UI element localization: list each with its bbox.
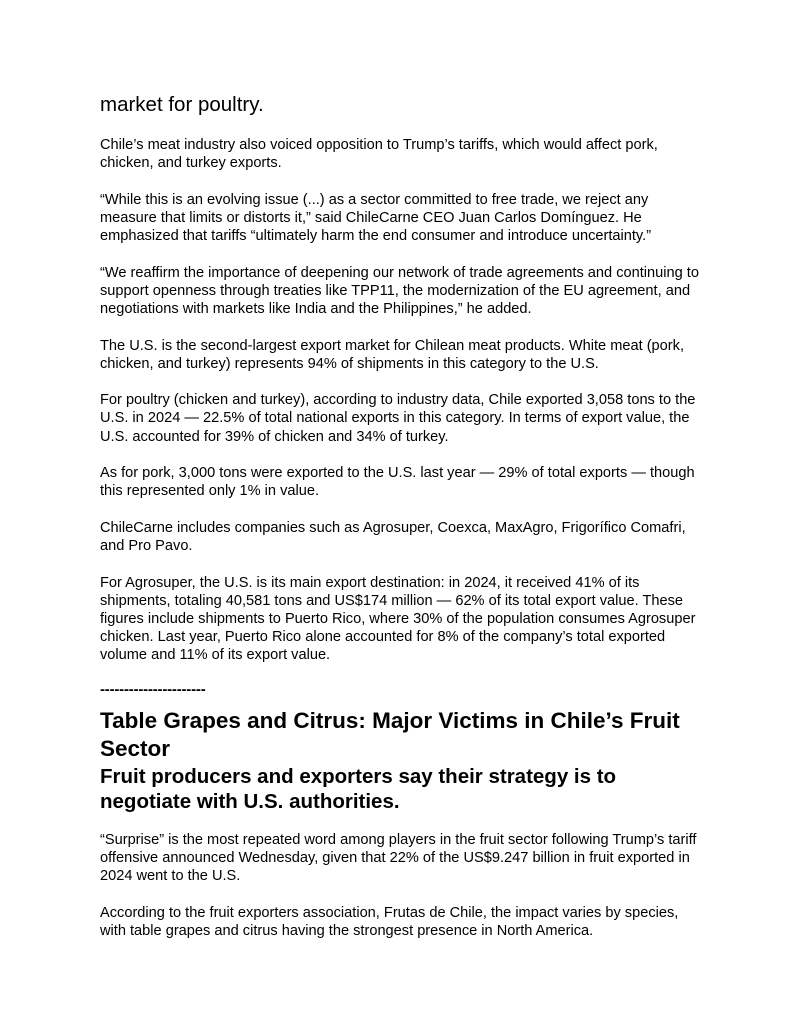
body-paragraph: ChileCarne includes companies such as Agrosuper, Coexca, MaxAgro, Frigorífico Comafri, and Pro Pavo. bbox=[100, 519, 686, 555]
section-separator: ---------------------- bbox=[100, 681, 206, 698]
lead-fragment: market for poultry. bbox=[100, 93, 264, 116]
fruit-sector-section bbox=[100, 831, 700, 940]
meat-industry-section bbox=[100, 136, 700, 665]
body-paragraph: The U.S. is the second-largest export market for Chilean meat products. White meat (pork, chicken, and turkey) represents 94% of shipments in this category to the U.S. bbox=[100, 337, 684, 372]
body-paragraph: “We reaffirm the importance of deepening our network of trade agreements and continuing to support openness through treaties like TPP11, the modernization of the EU agreement, and negotiations with markets like India and the Philippines,” he added. bbox=[100, 264, 699, 318]
body-paragraph: According to the fruit exporters association, Frutas de Chile, the impact varies by species, with table grapes and citrus having the strongest presence in North America. bbox=[100, 904, 679, 940]
body-paragraph: Chile’s meat industry also voiced opposition to Trump’s tariffs, which would affect pork, chicken, and turkey exports. bbox=[100, 137, 658, 172]
body-paragraph: For Agrosuper, the U.S. is its main export destination: in 2024, it received 41% of its shipments, totaling 40,581 tons and US$174 million — 62% of its total export value. These figures include shipments to Puerto Rico, where 30% of the population consumes Agrosuper chicken. Last year, Puerto Rico alone accounted for 8% of the company’s total exported volume and 11% of its export value. bbox=[100, 574, 696, 664]
body-paragraph: “While this is an evolving issue (...) as a sector committed to free trade, we reject any measure that limits or distorts it,” said ChileCarne CEO Juan Carlos Domínguez. He emphasized that tariffs “ultimately harm the end consumer and introduce uncertainty.” bbox=[100, 191, 652, 245]
body-paragraph: “Surprise” is the most repeated word among players in the fruit sector following Trump’s tariff offensive announced Wednesday, given that 22% of the US$9.247 billion in fruit exported in 2024 went to the U.S. bbox=[100, 832, 697, 885]
body-paragraph: For poultry (chicken and turkey), according to industry data, Chile exported 3,058 tons to the U.S. in 2024 — 22.5% of total national exports in this category. In terms of export value, the U.S. accounted for 39% of chicken and 34% of turkey. bbox=[100, 392, 696, 445]
article-subheadline: Fruit producers and exporters say their strategy is to negotiate with U.S. authorities. bbox=[100, 765, 617, 813]
body-paragraph: As for pork, 3,000 tons were exported to the U.S. last year — 29% of total exports — though this represented only 1% in value. bbox=[100, 465, 695, 500]
article-headline: Table Grapes and Citrus: Major Victims in Chile’s Fruit Sector bbox=[100, 708, 680, 761]
